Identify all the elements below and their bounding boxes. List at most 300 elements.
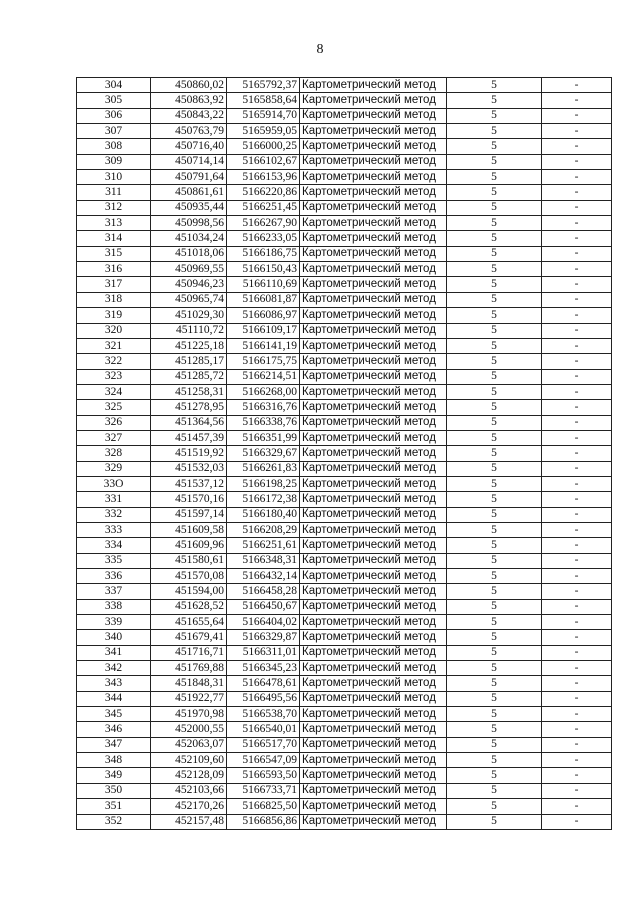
table-row xyxy=(77,446,612,461)
method-cell: Картометрический метод xyxy=(300,108,447,123)
table-row xyxy=(77,124,612,139)
point-number-cell: 324 xyxy=(77,384,151,399)
x-coordinate-cell: 451532,03 xyxy=(151,461,227,476)
method-cell: Картометрический метод xyxy=(300,154,447,169)
x-coordinate-cell: 451225,18 xyxy=(151,338,227,353)
method-cell: Картометрический метод xyxy=(300,630,447,645)
point-number-cell: 332 xyxy=(77,507,151,522)
y-coordinate-cell: 5166220,86 xyxy=(227,185,300,200)
point-number-cell: 352 xyxy=(77,814,151,829)
table-row xyxy=(77,369,612,384)
point-number-cell: 315 xyxy=(77,246,151,261)
table-row xyxy=(77,154,612,169)
table-row xyxy=(77,492,612,507)
x-coordinate-cell: 451457,39 xyxy=(151,430,227,445)
y-coordinate-cell: 5166110,69 xyxy=(227,277,300,292)
point-number-cell: 307 xyxy=(77,124,151,139)
point-number-cell: 327 xyxy=(77,430,151,445)
y-coordinate-cell: 5166175,75 xyxy=(227,354,300,369)
x-coordinate-cell: 450860,02 xyxy=(151,78,227,93)
note-cell: - xyxy=(542,354,612,369)
y-coordinate-cell: 5166214,51 xyxy=(227,369,300,384)
y-coordinate-cell: 5166172,38 xyxy=(227,492,300,507)
method-cell: Картометрический метод xyxy=(300,476,447,491)
y-coordinate-cell: 5165858,64 xyxy=(227,93,300,108)
note-cell: - xyxy=(542,400,612,415)
y-coordinate-cell: 5166593,50 xyxy=(227,768,300,783)
point-number-cell: 346 xyxy=(77,722,151,737)
method-cell: Картометрический метод xyxy=(300,676,447,691)
y-coordinate-cell: 5166348,31 xyxy=(227,553,300,568)
y-coordinate-cell: 5165959,05 xyxy=(227,124,300,139)
y-coordinate-cell: 5166251,61 xyxy=(227,538,300,553)
table-row xyxy=(77,354,612,369)
y-coordinate-cell: 5166000,25 xyxy=(227,139,300,154)
accuracy-cell: 5 xyxy=(447,277,542,292)
accuracy-cell: 5 xyxy=(447,338,542,353)
point-number-cell: 314 xyxy=(77,231,151,246)
y-coordinate-cell: 5166102,67 xyxy=(227,154,300,169)
x-coordinate-cell: 451029,30 xyxy=(151,308,227,323)
accuracy-cell: 5 xyxy=(447,783,542,798)
note-cell: - xyxy=(542,415,612,430)
point-number-cell: 326 xyxy=(77,415,151,430)
accuracy-cell: 5 xyxy=(447,615,542,630)
accuracy-cell: 5 xyxy=(447,400,542,415)
x-coordinate-cell: 452128,09 xyxy=(151,768,227,783)
x-coordinate-cell: 451110,72 xyxy=(151,323,227,338)
accuracy-cell: 5 xyxy=(447,584,542,599)
method-cell: Картометрический метод xyxy=(300,384,447,399)
accuracy-cell: 5 xyxy=(447,476,542,491)
point-number-cell: 322 xyxy=(77,354,151,369)
point-number-cell: 309 xyxy=(77,154,151,169)
y-coordinate-cell: 5166404,02 xyxy=(227,615,300,630)
x-coordinate-cell: 451285,72 xyxy=(151,369,227,384)
table-row xyxy=(77,814,612,829)
method-cell: Картометрический метод xyxy=(300,93,447,108)
x-coordinate-cell: 451258,31 xyxy=(151,384,227,399)
table-row xyxy=(77,200,612,215)
x-coordinate-cell: 451537,12 xyxy=(151,476,227,491)
note-cell: - xyxy=(542,124,612,139)
note-cell: - xyxy=(542,384,612,399)
note-cell: - xyxy=(542,599,612,614)
method-cell: Картометрический метод xyxy=(300,323,447,338)
x-coordinate-cell: 452170,26 xyxy=(151,799,227,814)
x-coordinate-cell: 451018,06 xyxy=(151,246,227,261)
accuracy-cell: 5 xyxy=(447,384,542,399)
table-row xyxy=(77,216,612,231)
point-number-cell: 316 xyxy=(77,262,151,277)
note-cell: - xyxy=(542,753,612,768)
y-coordinate-cell: 5166538,70 xyxy=(227,707,300,722)
accuracy-cell: 5 xyxy=(447,553,542,568)
note-cell: - xyxy=(542,799,612,814)
accuracy-cell: 5 xyxy=(447,461,542,476)
method-cell: Картометрический метод xyxy=(300,492,447,507)
method-cell: Картометрический метод xyxy=(300,415,447,430)
point-number-cell: 323 xyxy=(77,369,151,384)
method-cell: Картометрический метод xyxy=(300,231,447,246)
y-coordinate-cell: 5166153,96 xyxy=(227,170,300,185)
y-coordinate-cell: 5166329,67 xyxy=(227,446,300,461)
x-coordinate-cell: 452063,07 xyxy=(151,737,227,752)
point-number-cell: 351 xyxy=(77,799,151,814)
note-cell: - xyxy=(542,691,612,706)
point-number-cell: 312 xyxy=(77,200,151,215)
method-cell: Картометрический метод xyxy=(300,553,447,568)
accuracy-cell: 5 xyxy=(447,691,542,706)
table-row xyxy=(77,630,612,645)
accuracy-cell: 5 xyxy=(447,170,542,185)
table-row xyxy=(77,691,612,706)
y-coordinate-cell: 5166547,09 xyxy=(227,753,300,768)
table-row xyxy=(77,170,612,185)
x-coordinate-cell: 451609,96 xyxy=(151,538,227,553)
note-cell: - xyxy=(542,737,612,752)
method-cell: Картометрический метод xyxy=(300,139,447,154)
x-coordinate-cell: 452000,55 xyxy=(151,722,227,737)
method-cell: Картометрический метод xyxy=(300,292,447,307)
note-cell: - xyxy=(542,185,612,200)
note-cell: - xyxy=(542,292,612,307)
point-number-cell: 313 xyxy=(77,216,151,231)
note-cell: - xyxy=(542,676,612,691)
table-row xyxy=(77,277,612,292)
table-row xyxy=(77,78,612,93)
x-coordinate-cell: 450843,22 xyxy=(151,108,227,123)
table-row xyxy=(77,139,612,154)
x-coordinate-cell: 451716,71 xyxy=(151,645,227,660)
page-number: 8 xyxy=(316,42,324,57)
method-cell: Картометрический метод xyxy=(300,338,447,353)
y-coordinate-cell: 5166825,50 xyxy=(227,799,300,814)
method-cell: Картометрический метод xyxy=(300,446,447,461)
point-number-cell: 305 xyxy=(77,93,151,108)
table-row xyxy=(77,430,612,445)
table-row xyxy=(77,246,612,261)
x-coordinate-cell: 451628,52 xyxy=(151,599,227,614)
x-coordinate-cell: 450946,23 xyxy=(151,277,227,292)
y-coordinate-cell: 5166180,40 xyxy=(227,507,300,522)
point-number-cell: 320 xyxy=(77,323,151,338)
point-number-cell: 335 xyxy=(77,553,151,568)
table-row xyxy=(77,553,612,568)
table-row xyxy=(77,93,612,108)
point-number-cell: 349 xyxy=(77,768,151,783)
table-row xyxy=(77,108,612,123)
accuracy-cell: 5 xyxy=(447,522,542,537)
note-cell: - xyxy=(542,814,612,829)
point-number-cell: 333 xyxy=(77,522,151,537)
x-coordinate-cell: 450791,64 xyxy=(151,170,227,185)
y-coordinate-cell: 5166267,90 xyxy=(227,216,300,231)
table-row xyxy=(77,292,612,307)
table-row xyxy=(77,707,612,722)
accuracy-cell: 5 xyxy=(447,369,542,384)
method-cell: Картометрический метод xyxy=(300,246,447,261)
point-number-cell: 336 xyxy=(77,569,151,584)
table-row xyxy=(77,308,612,323)
note-cell: - xyxy=(542,308,612,323)
y-coordinate-cell: 5166329,87 xyxy=(227,630,300,645)
note-cell: - xyxy=(542,154,612,169)
point-number-cell: 319 xyxy=(77,308,151,323)
note-cell: - xyxy=(542,139,612,154)
method-cell: Картометрический метод xyxy=(300,522,447,537)
point-number-cell: 33O xyxy=(77,476,151,491)
table-row xyxy=(77,599,612,614)
table-row xyxy=(77,400,612,415)
table-row xyxy=(77,584,612,599)
point-number-cell: 345 xyxy=(77,707,151,722)
x-coordinate-cell: 450969,55 xyxy=(151,262,227,277)
method-cell: Картометрический метод xyxy=(300,584,447,599)
method-cell: Картометрический метод xyxy=(300,507,447,522)
point-number-cell: 318 xyxy=(77,292,151,307)
x-coordinate-cell: 451278,95 xyxy=(151,400,227,415)
note-cell: - xyxy=(542,783,612,798)
y-coordinate-cell: 5166141,19 xyxy=(227,338,300,353)
point-number-cell: 350 xyxy=(77,783,151,798)
point-number-cell: 339 xyxy=(77,615,151,630)
x-coordinate-cell: 451848,31 xyxy=(151,676,227,691)
table-row xyxy=(77,538,612,553)
x-coordinate-cell: 450714,14 xyxy=(151,154,227,169)
method-cell: Картометрический метод xyxy=(300,430,447,445)
method-cell: Картометрический метод xyxy=(300,277,447,292)
y-coordinate-cell: 5166432,14 xyxy=(227,569,300,584)
table-row xyxy=(77,722,612,737)
note-cell: - xyxy=(542,645,612,660)
x-coordinate-cell: 452103,66 xyxy=(151,783,227,798)
note-cell: - xyxy=(542,615,612,630)
note-cell: - xyxy=(542,323,612,338)
accuracy-cell: 5 xyxy=(447,446,542,461)
accuracy-cell: 5 xyxy=(447,630,542,645)
method-cell: Картометрический метод xyxy=(300,661,447,676)
x-coordinate-cell: 451519,92 xyxy=(151,446,227,461)
table-row xyxy=(77,507,612,522)
note-cell: - xyxy=(542,507,612,522)
table-row xyxy=(77,461,612,476)
method-cell: Картометрический метод xyxy=(300,722,447,737)
point-number-cell: 317 xyxy=(77,277,151,292)
point-number-cell: 331 xyxy=(77,492,151,507)
x-coordinate-cell: 450716,40 xyxy=(151,139,227,154)
accuracy-cell: 5 xyxy=(447,93,542,108)
y-coordinate-cell: 5166261,83 xyxy=(227,461,300,476)
point-number-cell: 310 xyxy=(77,170,151,185)
table-row xyxy=(77,676,612,691)
method-cell: Картометрический метод xyxy=(300,124,447,139)
note-cell: - xyxy=(542,277,612,292)
table-row xyxy=(77,262,612,277)
accuracy-cell: 5 xyxy=(447,308,542,323)
accuracy-cell: 5 xyxy=(447,246,542,261)
method-cell: Картометрический метод xyxy=(300,461,447,476)
table-row xyxy=(77,569,612,584)
x-coordinate-cell: 451570,16 xyxy=(151,492,227,507)
note-cell: - xyxy=(542,78,612,93)
point-number-cell: 306 xyxy=(77,108,151,123)
x-coordinate-cell: 450861,61 xyxy=(151,185,227,200)
table-row xyxy=(77,661,612,676)
accuracy-cell: 5 xyxy=(447,354,542,369)
y-coordinate-cell: 5166450,67 xyxy=(227,599,300,614)
point-number-cell: 344 xyxy=(77,691,151,706)
y-coordinate-cell: 5166733,71 xyxy=(227,783,300,798)
x-coordinate-cell: 450998,56 xyxy=(151,216,227,231)
table-row xyxy=(77,645,612,660)
x-coordinate-cell: 450863,92 xyxy=(151,93,227,108)
note-cell: - xyxy=(542,538,612,553)
y-coordinate-cell: 5166109,17 xyxy=(227,323,300,338)
method-cell: Картометрический метод xyxy=(300,645,447,660)
point-number-cell: 347 xyxy=(77,737,151,752)
y-coordinate-cell: 5166311,01 xyxy=(227,645,300,660)
y-coordinate-cell: 5166316,76 xyxy=(227,400,300,415)
accuracy-cell: 5 xyxy=(447,124,542,139)
note-cell: - xyxy=(542,369,612,384)
note-cell: - xyxy=(542,170,612,185)
method-cell: Картометрический метод xyxy=(300,78,447,93)
y-coordinate-cell: 5166208,29 xyxy=(227,522,300,537)
table-row xyxy=(77,522,612,537)
y-coordinate-cell: 5166495,56 xyxy=(227,691,300,706)
table-row xyxy=(77,799,612,814)
note-cell: - xyxy=(542,108,612,123)
method-cell: Картометрический метод xyxy=(300,814,447,829)
accuracy-cell: 5 xyxy=(447,737,542,752)
accuracy-cell: 5 xyxy=(447,492,542,507)
method-cell: Картометрический метод xyxy=(300,170,447,185)
y-coordinate-cell: 5166540,01 xyxy=(227,722,300,737)
point-number-cell: 348 xyxy=(77,753,151,768)
x-coordinate-cell: 450935,44 xyxy=(151,200,227,215)
point-number-cell: 341 xyxy=(77,645,151,660)
table-row xyxy=(77,384,612,399)
note-cell: - xyxy=(542,93,612,108)
y-coordinate-cell: 5166186,75 xyxy=(227,246,300,261)
accuracy-cell: 5 xyxy=(447,507,542,522)
y-coordinate-cell: 5166478,61 xyxy=(227,676,300,691)
point-number-cell: 343 xyxy=(77,676,151,691)
accuracy-cell: 5 xyxy=(447,676,542,691)
accuracy-cell: 5 xyxy=(447,108,542,123)
y-coordinate-cell: 5166081,87 xyxy=(227,292,300,307)
x-coordinate-cell: 451655,64 xyxy=(151,615,227,630)
y-coordinate-cell: 5166150,43 xyxy=(227,262,300,277)
note-cell: - xyxy=(542,630,612,645)
accuracy-cell: 5 xyxy=(447,645,542,660)
note-cell: - xyxy=(542,461,612,476)
accuracy-cell: 5 xyxy=(447,292,542,307)
x-coordinate-cell: 451034,24 xyxy=(151,231,227,246)
x-coordinate-cell: 452157,48 xyxy=(151,814,227,829)
accuracy-cell: 5 xyxy=(447,599,542,614)
x-coordinate-cell: 451769,88 xyxy=(151,661,227,676)
accuracy-cell: 5 xyxy=(447,538,542,553)
y-coordinate-cell: 5166086,97 xyxy=(227,308,300,323)
x-coordinate-cell: 451580,61 xyxy=(151,553,227,568)
table-row xyxy=(77,415,612,430)
point-number-cell: 304 xyxy=(77,78,151,93)
x-coordinate-cell: 451970,98 xyxy=(151,707,227,722)
method-cell: Картометрический метод xyxy=(300,569,447,584)
table-row xyxy=(77,185,612,200)
x-coordinate-cell: 451597,14 xyxy=(151,507,227,522)
y-coordinate-cell: 5165792,37 xyxy=(227,78,300,93)
note-cell: - xyxy=(542,430,612,445)
accuracy-cell: 5 xyxy=(447,139,542,154)
accuracy-cell: 5 xyxy=(447,323,542,338)
method-cell: Картометрический метод xyxy=(300,185,447,200)
method-cell: Картометрический метод xyxy=(300,615,447,630)
table-row xyxy=(77,476,612,491)
accuracy-cell: 5 xyxy=(447,78,542,93)
accuracy-cell: 5 xyxy=(447,430,542,445)
accuracy-cell: 5 xyxy=(447,768,542,783)
note-cell: - xyxy=(542,200,612,215)
note-cell: - xyxy=(542,722,612,737)
point-number-cell: 329 xyxy=(77,461,151,476)
table-row xyxy=(77,768,612,783)
point-number-cell: 334 xyxy=(77,538,151,553)
x-coordinate-cell: 451594,00 xyxy=(151,584,227,599)
method-cell: Картометрический метод xyxy=(300,737,447,752)
table-row xyxy=(77,737,612,752)
accuracy-cell: 5 xyxy=(447,216,542,231)
table-row xyxy=(77,323,612,338)
table-row xyxy=(77,753,612,768)
note-cell: - xyxy=(542,231,612,246)
accuracy-cell: 5 xyxy=(447,569,542,584)
y-coordinate-cell: 5165914,70 xyxy=(227,108,300,123)
method-cell: Картометрический метод xyxy=(300,783,447,798)
y-coordinate-cell: 5166251,45 xyxy=(227,200,300,215)
method-cell: Картометрический метод xyxy=(300,400,447,415)
point-number-cell: 328 xyxy=(77,446,151,461)
y-coordinate-cell: 5166338,76 xyxy=(227,415,300,430)
x-coordinate-cell: 451570,08 xyxy=(151,569,227,584)
x-coordinate-cell: 451364,56 xyxy=(151,415,227,430)
method-cell: Картометрический метод xyxy=(300,707,447,722)
x-coordinate-cell: 451679,41 xyxy=(151,630,227,645)
point-number-cell: 340 xyxy=(77,630,151,645)
point-number-cell: 308 xyxy=(77,139,151,154)
point-number-cell: 337 xyxy=(77,584,151,599)
table-row xyxy=(77,231,612,246)
method-cell: Картометрический метод xyxy=(300,768,447,783)
accuracy-cell: 5 xyxy=(447,814,542,829)
note-cell: - xyxy=(542,492,612,507)
method-cell: Картометрический метод xyxy=(300,369,447,384)
note-cell: - xyxy=(542,262,612,277)
y-coordinate-cell: 5166198,25 xyxy=(227,476,300,491)
method-cell: Картометрический метод xyxy=(300,753,447,768)
note-cell: - xyxy=(542,216,612,231)
method-cell: Картометрический метод xyxy=(300,799,447,814)
accuracy-cell: 5 xyxy=(447,231,542,246)
method-cell: Картометрический метод xyxy=(300,691,447,706)
x-coordinate-cell: 450965,74 xyxy=(151,292,227,307)
table-row xyxy=(77,783,612,798)
note-cell: - xyxy=(542,522,612,537)
coordinates-table xyxy=(76,77,612,830)
accuracy-cell: 5 xyxy=(447,262,542,277)
